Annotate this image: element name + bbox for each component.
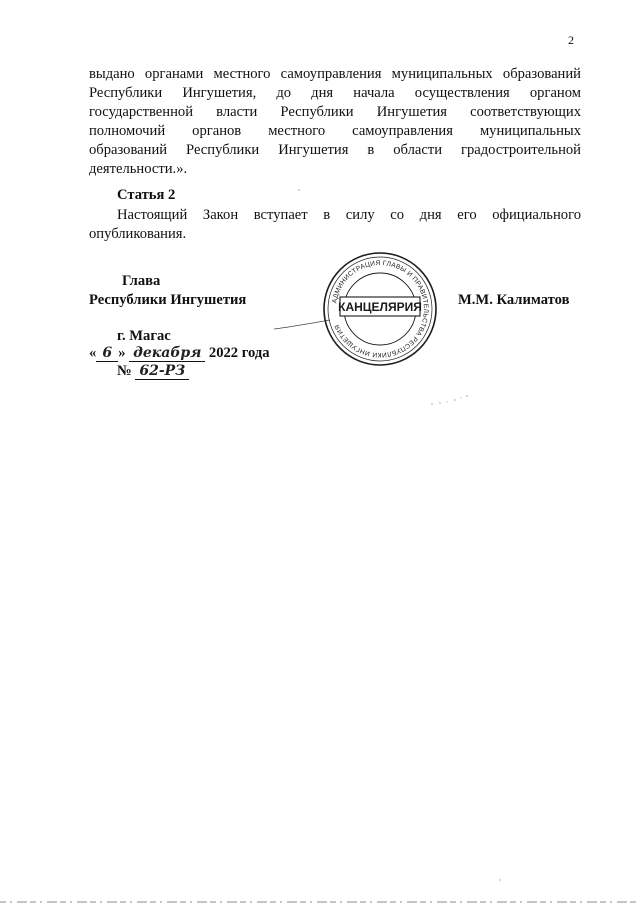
article-heading: Статья 2 (117, 187, 176, 203)
signature-title-line2: Республики Ингушетия (89, 292, 247, 308)
date-month: декабря (133, 345, 202, 361)
signer-name: М.М. Калиматов (458, 292, 570, 308)
text-line: выдано органами местного самоуправления муниципальных образований (89, 66, 581, 82)
number-prefix: № (117, 363, 132, 379)
paragraph-continuation (89, 65, 581, 179)
text-line: деятельности.». (89, 161, 188, 177)
page-number: 2 (568, 33, 574, 47)
seal-ring-text: АДМИНИСТРАЦИЯ ГЛАВЫ И ПРАВИТЕЛЬСТВА РЕСПУБЛИКИ ИНГУШЕТИЯ (331, 259, 430, 359)
signing-place: г. Магас (117, 328, 171, 344)
date-month-field (129, 346, 205, 362)
signing-date (89, 345, 270, 362)
date-open-quote: « (89, 345, 97, 361)
date-day-field (96, 346, 118, 362)
text-line: Настоящий Закон вступает в силу со дня его официального (117, 207, 581, 223)
text-line: опубликования. (89, 226, 187, 242)
text-line: образований Республики Ингушетия в области градостроительной (89, 142, 581, 158)
text-line: Республики Ингушетия, до дня начала осуществления органом (89, 85, 581, 101)
article-body (89, 206, 581, 244)
official-seal (321, 250, 439, 368)
text-line: полномочий органов местного самоуправления муниципальных (89, 123, 581, 139)
seal-center-text: КАНЦЕЛЯРИЯ (338, 300, 422, 314)
number-field (135, 364, 189, 380)
law-number (117, 363, 189, 380)
text-line: государственной власти Республики Ингушетия соответствующих (89, 104, 581, 120)
date-year: 2022 года (208, 345, 270, 361)
signature-title-line1: Глава (122, 273, 161, 289)
date-day: 6 (102, 345, 113, 361)
date-close-quote: » (118, 345, 126, 361)
number-value: 62-РЗ (139, 363, 186, 379)
